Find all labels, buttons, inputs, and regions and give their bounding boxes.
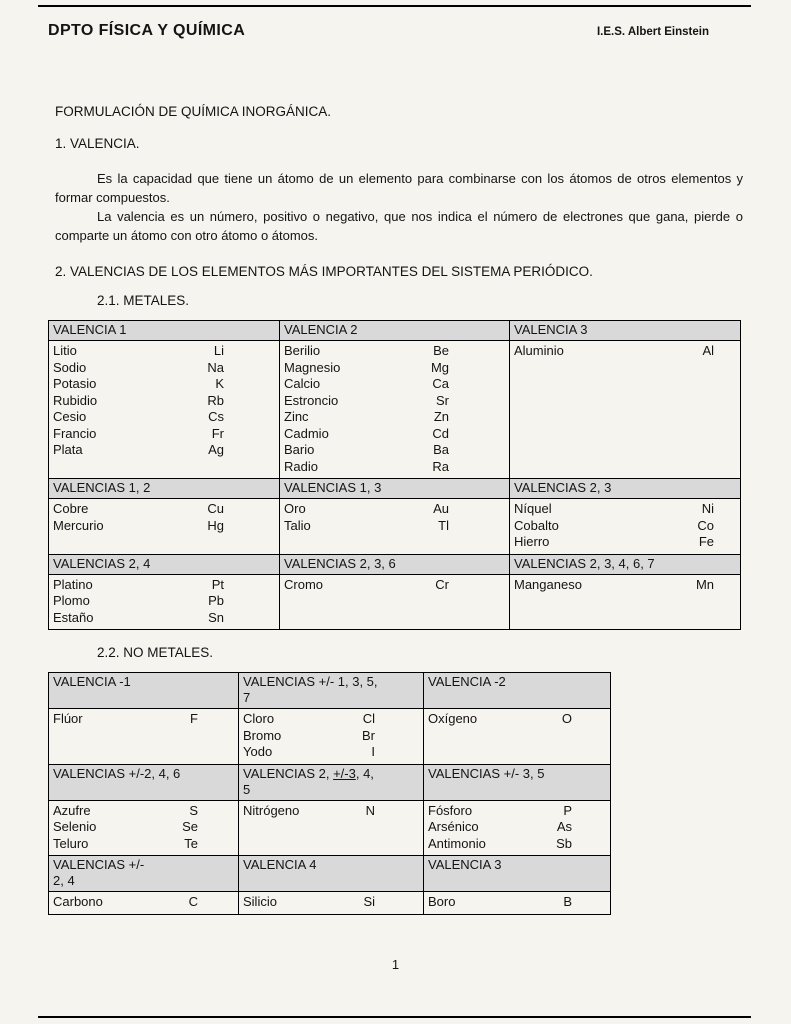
paragraph-valencia-definition: Es la capacidad que tiene un átomo de un elemento para combinarse con los átomos de otros elementos y formar compuestos. [55,171,743,205]
valencia-group-header: VALENCIAS 2, 3, 4, 6, 7 [510,554,741,574]
no-metales-table [48,672,611,915]
element-name: Estroncio [284,392,339,408]
element-symbol: Ca [432,376,449,391]
element-name: Oxígeno [428,711,478,726]
element-row [49,360,279,377]
element-symbol: K [215,376,224,391]
metales-table [48,320,741,630]
element-symbol: Cr [435,576,449,592]
element-name: Plomo [53,593,90,608]
element-row [424,894,610,911]
element-symbol: Cl [362,711,375,726]
elements-cell [49,574,280,630]
element-row [239,894,423,911]
element-name: Talio [284,517,311,533]
element-row [49,610,279,627]
department-title: DPTO FÍSICA Y QUÍMICA [48,22,246,39]
element-symbol: Br [362,727,375,743]
subsection-metales-heading: 2.1. METALES. [97,293,190,308]
valencia-group-header: VALENCIAS 2, 3 [510,479,741,499]
element-name: Flúor [53,711,83,726]
elements-cell [239,709,424,765]
element-name: Carbono [53,894,103,909]
element-symbol: Rb [207,392,224,408]
element-row [280,459,509,476]
element-symbol: Tl [438,517,449,533]
element-row [49,593,279,610]
element-name: Selenio [53,819,97,834]
element-symbol: Li [213,343,224,358]
top-border-rule [38,5,751,7]
element-symbol: C [188,894,198,909]
valencia-group-header: VALENCIAS +/- 3, 5 [424,764,611,800]
elements-cell [239,892,424,915]
element-name: Boro [428,894,456,909]
element-name: Potasio [53,376,97,391]
element-name: Teluro [53,835,89,851]
element-name: Oro [284,501,306,516]
document-title: FORMULACIÓN DE QUÍMICA INORGÁNICA. [55,104,332,119]
element-row [239,728,423,745]
metales-body-row-2 [49,499,741,555]
elements-cell [424,709,611,765]
element-symbol: B [563,894,572,909]
element-name: Platino [53,576,93,592]
element-name: Yodo [243,744,273,759]
element-name: Cobre [53,501,89,516]
element-row [49,518,279,535]
underlined-valence: +/-3 [333,765,356,781]
valencia-group-header: VALENCIA 3 [424,856,611,892]
element-symbol: Sr [436,392,449,408]
section-1-heading: 1. VALENCIA. [55,136,140,151]
element-name: Cloro [243,711,275,726]
element-row [49,426,279,443]
elements-cell [510,499,741,555]
element-name: Aluminio [514,343,564,358]
element-symbol: Ba [433,442,449,457]
element-row [49,343,279,360]
valencia-group-header [239,764,424,800]
element-symbol: Cs [208,409,224,424]
element-symbol: O [561,711,572,726]
element-name: Calcio [284,376,321,391]
element-symbol: Co [697,517,714,533]
element-row [49,894,238,911]
header-label: VALENCIAS +/- 1, 3, 5, 7 [243,674,378,705]
no-metales-header-row-3 [49,856,611,892]
elements-cell [280,574,510,630]
element-name: Sodio [53,359,87,375]
element-symbol: S [189,802,198,818]
elements-cell [280,499,510,555]
element-name: Litio [53,343,77,358]
element-name: Plata [53,442,83,457]
elements-cell [280,341,510,479]
element-row [280,518,509,535]
element-row [510,577,740,594]
elements-cell [424,892,611,915]
metales-body-row-1 [49,341,741,479]
valencia-group-header: VALENCIAS 2, 4 [49,554,280,574]
element-row [280,501,509,518]
element-row [49,819,238,836]
element-name: Silicio [243,894,277,909]
element-name: Berilio [284,343,321,358]
element-symbol: Mg [430,359,449,375]
element-symbol: Pb [208,593,224,608]
element-name: Bario [284,442,315,457]
element-name: Mercurio [53,517,104,533]
header-label [243,766,375,798]
no-metales-body-row-1 [49,709,611,765]
school-name: I.E.S. Albert Einstein [596,26,709,38]
element-name: Níquel [514,501,552,516]
element-row [280,376,509,393]
element-symbol: Sn [208,609,224,625]
element-row [424,711,610,728]
element-row [49,409,279,426]
element-row [280,409,509,426]
element-symbol: Mn [695,576,714,592]
element-row [510,518,740,535]
element-row [49,442,279,459]
metales-body-row-3 [49,574,741,630]
element-name: Cadmio [284,425,329,441]
element-name: Cobalto [514,517,559,533]
element-row [280,426,509,443]
element-name: Cromo [284,576,324,592]
element-name: Magnesio [284,359,341,375]
valencia-group-header: VALENCIAS 1, 2 [49,479,280,499]
element-name: Fósforo [428,802,473,818]
metales-header-row-2 [49,479,741,499]
elements-cell [49,709,239,765]
element-row [49,393,279,410]
element-name: Hierro [514,534,550,549]
element-row [510,501,740,518]
element-symbol: As [556,819,572,834]
element-name: Rubidio [53,392,98,408]
paragraph-valencia-number: La valencia es un número, positivo o negativo, que nos indica el número de electrones que gana, pierde o comparte un átomo con otro átomo o átomos. [55,209,743,243]
section-2-heading: 2. VALENCIAS DE LOS ELEMENTOS MÁS IMPORTANTES DEL SISTEMA PERIÓDICO. [55,264,593,279]
valencia-group-header: VALENCIAS 1, 3 [280,479,510,499]
valencia-group-header: VALENCIAS +/-2, 4, 6 [49,764,239,800]
page-number: 1 [391,957,400,972]
header-label: VALENCIAS +/- 2, 4 [53,857,145,888]
element-row [49,836,238,853]
element-symbol: Al [702,343,714,358]
element-row [280,393,509,410]
element-row [49,501,279,518]
bottom-border-rule [38,1016,751,1018]
no-metales-header-row-2 [49,764,611,800]
element-name: Francio [53,425,97,441]
no-metales-header-row-1 [49,673,611,709]
element-symbol: Zn [433,409,449,424]
element-symbol: Be [433,343,449,358]
element-symbol: Se [182,819,198,834]
element-row [510,534,740,551]
element-name: Azufre [53,802,91,818]
element-row [280,360,509,377]
element-symbol: Sb [556,835,572,851]
valencia-group-header [49,856,239,892]
element-symbol: Au [433,501,449,516]
element-row [239,744,423,761]
valencia-group-header: VALENCIA 4 [239,856,424,892]
subsection-no-metales-heading: 2.2. NO METALES. [97,645,214,660]
element-symbol: P [563,802,572,818]
elements-cell [510,341,741,479]
elements-cell [510,574,741,630]
element-row [239,711,423,728]
element-row [49,711,238,728]
element-name: Cesio [53,409,87,424]
element-name: Manganeso [514,576,582,592]
element-row [280,577,509,594]
elements-cell [49,800,239,856]
element-symbol: Cd [432,425,449,441]
element-row [424,819,610,836]
element-symbol: F [190,711,198,726]
valencia-group-header: VALENCIA -1 [49,673,239,709]
element-symbol: Si [363,894,375,909]
element-symbol: Fe [698,534,714,549]
element-row [510,343,740,360]
metales-header-row-3 [49,554,741,574]
element-row [424,803,610,820]
element-row [49,803,238,820]
element-row [239,803,423,820]
element-name: Antimonio [428,835,486,851]
element-row [424,836,610,853]
element-row [280,343,509,360]
header-text-suffix: , 4, 5 [243,765,374,797]
valencia-group-header: VALENCIA -2 [424,673,611,709]
elements-cell [239,800,424,856]
element-symbol: Fr [211,425,224,441]
valencia-group-header: VALENCIA 3 [510,321,741,341]
elements-cell [49,499,280,555]
element-name: Nitrógeno [243,802,300,818]
element-row [49,577,279,594]
elements-cell [49,341,280,479]
element-name: Radio [284,458,318,474]
element-symbol: N [365,802,375,818]
elements-cell [49,892,239,915]
element-row [49,376,279,393]
element-symbol: Ra [432,458,449,474]
no-metales-body-row-3 [49,892,611,915]
valencia-group-header: VALENCIA 2 [280,321,510,341]
element-symbol: Na [207,359,224,375]
elements-cell [424,800,611,856]
valencia-group-header: VALENCIA 1 [49,321,280,341]
metales-header-row-1 [49,321,741,341]
element-name: Zinc [284,409,309,424]
valencia-group-header [239,673,424,709]
element-name: Arsénico [428,819,479,834]
element-name: Bromo [243,727,282,743]
no-metales-body-row-2 [49,800,611,856]
element-symbol: Pt [211,576,224,592]
element-symbol: Hg [207,517,224,533]
valencia-group-header: VALENCIAS 2, 3, 6 [280,554,510,574]
element-symbol: Ni [701,501,714,516]
element-name: Estaño [53,609,94,625]
element-symbol: Te [184,835,198,851]
header-text-prefix: VALENCIAS 2, [243,765,334,781]
element-symbol: I [371,744,375,759]
element-symbol: Ag [208,442,224,457]
element-symbol: Cu [207,501,224,516]
element-row [280,442,509,459]
